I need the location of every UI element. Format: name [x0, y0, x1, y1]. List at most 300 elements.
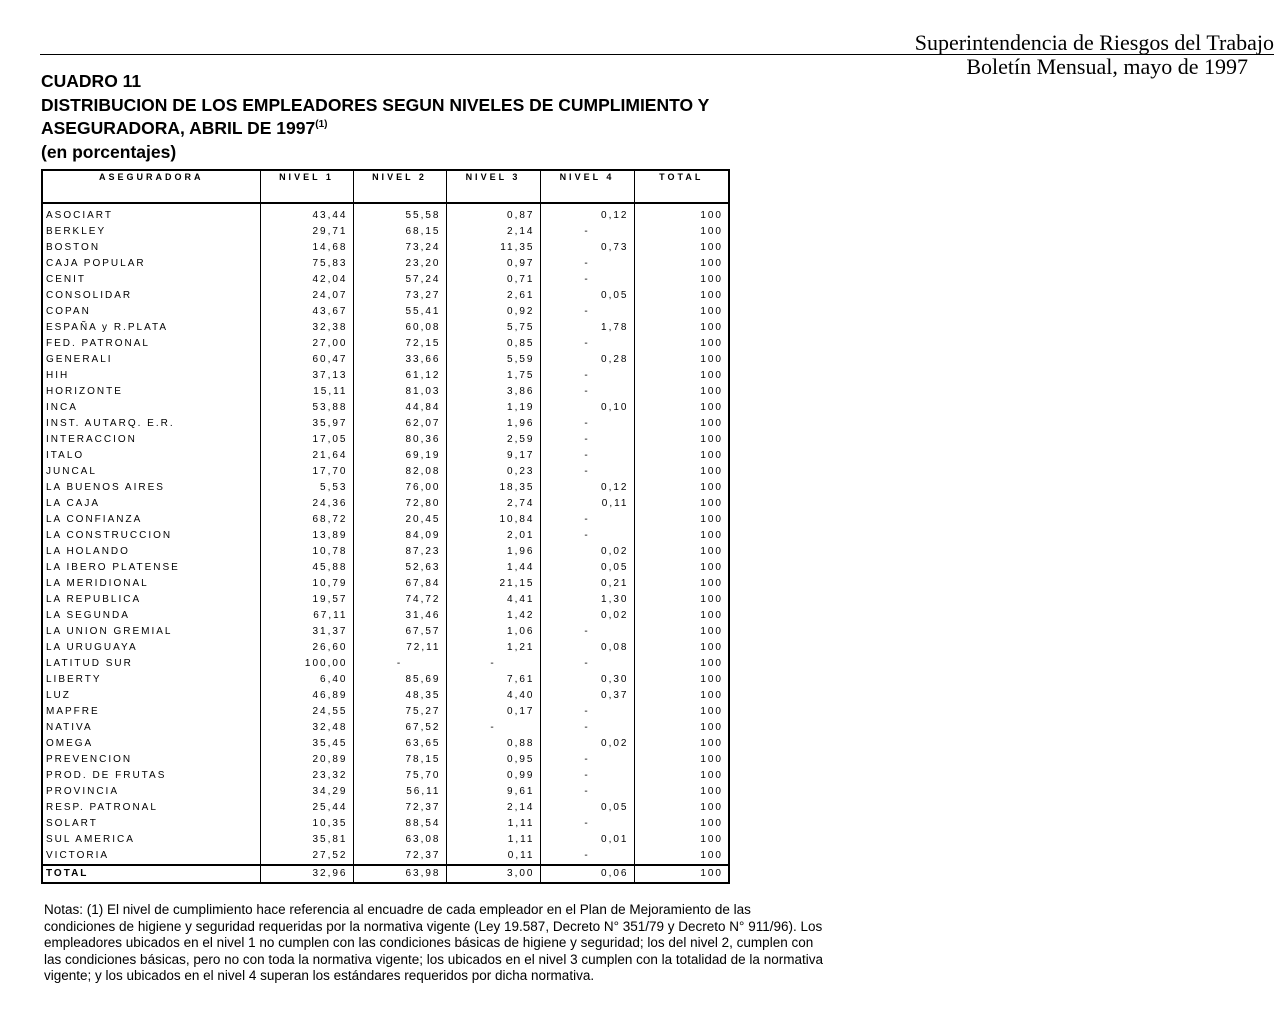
insurer-name-cell: CAJA POPULAR [42, 256, 260, 272]
insurer-name-cell: LIBERTY [42, 672, 260, 688]
table-row [42, 528, 729, 544]
value-cell: 100 [634, 832, 729, 848]
value-cell: 100 [634, 416, 729, 432]
value-cell: - [540, 768, 634, 784]
value-cell: 72,11 [353, 640, 446, 656]
value-cell: 9,17 [446, 448, 540, 464]
value-cell: 0,28 [540, 352, 634, 368]
value-cell: 100 [634, 224, 729, 240]
value-cell: 5,75 [446, 320, 540, 336]
value-cell: 100 [634, 256, 729, 272]
insurer-name-cell: HIH [42, 368, 260, 384]
value-cell: 63,98 [353, 865, 446, 883]
value-cell: 100 [634, 720, 729, 736]
value-cell: 0,05 [540, 800, 634, 816]
insurer-name-cell: LA CONSTRUCCION [42, 528, 260, 544]
value-cell: 100 [634, 752, 729, 768]
value-cell: 0,02 [540, 608, 634, 624]
value-cell: 14,68 [260, 240, 353, 256]
value-cell: 10,84 [446, 512, 540, 528]
table-row [42, 608, 729, 624]
value-cell: 0,21 [540, 576, 634, 592]
insurer-name-cell: LA CONFIANZA [42, 512, 260, 528]
value-cell: - [540, 448, 634, 464]
value-cell: 100 [634, 736, 729, 752]
value-cell: 76,00 [353, 480, 446, 496]
table-row [42, 544, 729, 560]
value-cell: 53,88 [260, 400, 353, 416]
value-cell: 55,41 [353, 304, 446, 320]
footnotes [44, 902, 1044, 985]
table-row [42, 400, 729, 416]
value-cell: 88,54 [353, 816, 446, 832]
value-cell: 0,92 [446, 304, 540, 320]
insurer-name-cell: FED. PATRONAL [42, 336, 260, 352]
value-cell: 100 [634, 352, 729, 368]
value-cell: 61,12 [353, 368, 446, 384]
value-cell: 32,38 [260, 320, 353, 336]
value-cell: 29,71 [260, 224, 353, 240]
insurer-name-cell: INST. AUTARQ. E.R. [42, 416, 260, 432]
value-cell: - [446, 656, 540, 672]
table-row [42, 512, 729, 528]
value-cell: 24,36 [260, 496, 353, 512]
insurer-name-cell: TOTAL [42, 865, 260, 883]
value-cell: - [540, 336, 634, 352]
value-cell: 69,19 [353, 448, 446, 464]
value-cell: 1,19 [446, 400, 540, 416]
insurer-name-cell: PREVENCION [42, 752, 260, 768]
insurer-name-cell: OMEGA [42, 736, 260, 752]
value-cell: 4,40 [446, 688, 540, 704]
table-row [42, 240, 729, 256]
insurer-name-cell: ASOCIART [42, 208, 260, 224]
value-cell: 100,00 [260, 656, 353, 672]
value-cell: 100 [634, 368, 729, 384]
value-cell: 100 [634, 592, 729, 608]
value-cell: 0,97 [446, 256, 540, 272]
value-cell: 3,00 [446, 865, 540, 883]
value-cell: - [540, 720, 634, 736]
value-cell: 43,67 [260, 304, 353, 320]
insurer-name-cell: BERKLEY [42, 224, 260, 240]
value-cell: 48,35 [353, 688, 446, 704]
insurer-name-cell: NATIVA [42, 720, 260, 736]
table-row [42, 304, 729, 320]
value-cell: 31,37 [260, 624, 353, 640]
value-cell: 0,23 [446, 464, 540, 480]
value-cell: 0,95 [446, 752, 540, 768]
value-cell: 35,81 [260, 832, 353, 848]
table-row [42, 336, 729, 352]
value-cell: 63,08 [353, 832, 446, 848]
value-cell: 0,02 [540, 544, 634, 560]
value-cell: 13,89 [260, 528, 353, 544]
value-cell: 100 [634, 208, 729, 224]
value-cell: - [540, 464, 634, 480]
value-cell: 100 [634, 865, 729, 883]
value-cell: 1,11 [446, 832, 540, 848]
value-cell: 63,65 [353, 736, 446, 752]
value-cell: 100 [634, 784, 729, 800]
value-cell: - [540, 432, 634, 448]
table-row [42, 480, 729, 496]
note-line: vigente; y los ubicados en el nivel 4 superan los estándares requeridos por dicha normativa. [44, 968, 595, 983]
value-cell: 100 [634, 464, 729, 480]
value-cell: 23,32 [260, 768, 353, 784]
value-cell: 20,45 [353, 512, 446, 528]
value-cell: 67,11 [260, 608, 353, 624]
table-row [42, 592, 729, 608]
value-cell: 37,13 [260, 368, 353, 384]
table-row [42, 560, 729, 576]
insurer-name-cell: LA REPUBLICA [42, 592, 260, 608]
value-cell: 100 [634, 496, 729, 512]
value-cell: 81,03 [353, 384, 446, 400]
value-cell: 78,15 [353, 752, 446, 768]
value-cell: 60,08 [353, 320, 446, 336]
value-cell: - [540, 304, 634, 320]
value-cell: 35,97 [260, 416, 353, 432]
value-cell: - [540, 656, 634, 672]
value-cell: 62,07 [353, 416, 446, 432]
value-cell: 56,11 [353, 784, 446, 800]
table-body [42, 203, 729, 883]
value-cell: 2,01 [446, 528, 540, 544]
value-cell: 27,52 [260, 848, 353, 865]
value-cell: 46,89 [260, 688, 353, 704]
table-row [42, 368, 729, 384]
value-cell: 100 [634, 480, 729, 496]
value-cell: - [540, 816, 634, 832]
insurer-name-cell: LA IBERO PLATENSE [42, 560, 260, 576]
value-cell: 33,66 [353, 352, 446, 368]
table-row [42, 704, 729, 720]
value-cell: 27,00 [260, 336, 353, 352]
value-cell: 100 [634, 624, 729, 640]
insurer-name-cell: LA UNION GREMIAL [42, 624, 260, 640]
data-table [41, 169, 730, 884]
table-row [42, 720, 729, 736]
value-cell: 100 [634, 448, 729, 464]
table-row [42, 576, 729, 592]
table-row [42, 288, 729, 304]
value-cell: 26,60 [260, 640, 353, 656]
table-title [41, 70, 709, 164]
value-cell: - [540, 848, 634, 865]
value-cell: 0,05 [540, 288, 634, 304]
value-cell: 100 [634, 576, 729, 592]
value-cell: 6,40 [260, 672, 353, 688]
value-cell: 1,75 [446, 368, 540, 384]
value-cell: 73,24 [353, 240, 446, 256]
insurer-name-cell: SUL AMERICA [42, 832, 260, 848]
insurer-name-cell: LA SEGUNDA [42, 608, 260, 624]
table-row [42, 752, 729, 768]
value-cell: 0,85 [446, 336, 540, 352]
value-cell: 80,36 [353, 432, 446, 448]
value-cell: 67,52 [353, 720, 446, 736]
title-line: DISTRIBUCION DE LOS EMPLEADORES SEGUN NIVELES DE CUMPLIMIENTO Y [41, 94, 710, 115]
insurer-name-cell: JUNCAL [42, 464, 260, 480]
value-cell: 100 [634, 768, 729, 784]
value-cell: 1,78 [540, 320, 634, 336]
insurer-name-cell: SOLART [42, 816, 260, 832]
insurer-name-cell: INCA [42, 400, 260, 416]
value-cell: - [540, 272, 634, 288]
total-row [42, 865, 729, 883]
value-cell: 0,87 [446, 208, 540, 224]
column-header: NIVEL 4 [540, 170, 634, 203]
table-row [42, 656, 729, 672]
value-cell: 85,69 [353, 672, 446, 688]
value-cell: 0,06 [540, 865, 634, 883]
value-cell: 72,80 [353, 496, 446, 512]
value-cell: 68,72 [260, 512, 353, 528]
value-cell: 100 [634, 240, 729, 256]
table-row [42, 688, 729, 704]
table-row [42, 272, 729, 288]
title-units: (en porcentajes) [41, 141, 177, 162]
value-cell: 84,09 [353, 528, 446, 544]
table-row [42, 672, 729, 688]
note-line: las condiciones básicas, pero no con toda la normativa vigente; los ubicados en el nivel 3 cumplen con la totalidad de la normativa [44, 951, 823, 967]
value-cell: 0,12 [540, 480, 634, 496]
value-cell: 0,05 [540, 560, 634, 576]
value-cell: 75,83 [260, 256, 353, 272]
value-cell: - [540, 224, 634, 240]
value-cell: 74,72 [353, 592, 446, 608]
value-cell: 25,44 [260, 800, 353, 816]
value-cell: 1,06 [446, 624, 540, 640]
value-cell: 100 [634, 656, 729, 672]
value-cell: - [353, 656, 446, 672]
value-cell: 82,08 [353, 464, 446, 480]
value-cell: 18,35 [446, 480, 540, 496]
value-cell: 100 [634, 272, 729, 288]
insurer-name-cell: GENERALI [42, 352, 260, 368]
value-cell: 10,79 [260, 576, 353, 592]
value-cell: 100 [634, 288, 729, 304]
insurer-name-cell: PROVINCIA [42, 784, 260, 800]
value-cell: 100 [634, 608, 729, 624]
value-cell: 72,37 [353, 848, 446, 865]
value-cell: 100 [634, 320, 729, 336]
value-cell: - [540, 256, 634, 272]
value-cell: 2,59 [446, 432, 540, 448]
column-header: TOTAL [634, 170, 729, 203]
value-cell: 100 [634, 512, 729, 528]
value-cell: 2,14 [446, 224, 540, 240]
value-cell: 2,74 [446, 496, 540, 512]
column-header: NIVEL 1 [260, 170, 353, 203]
value-cell: 15,11 [260, 384, 353, 400]
value-cell: 1,11 [446, 816, 540, 832]
value-cell: 100 [634, 384, 729, 400]
column-header: NIVEL 2 [353, 170, 446, 203]
note-line: Notas: (1) El nivel de cumplimiento hace referencia al encuadre de cada empleador en el Plan de Mejoramiento de las [44, 902, 751, 917]
value-cell: 10,78 [260, 544, 353, 560]
table-row [42, 496, 729, 512]
value-cell: 100 [634, 336, 729, 352]
value-cell: - [540, 784, 634, 800]
value-cell: 75,70 [353, 768, 446, 784]
value-cell: 100 [634, 304, 729, 320]
title-line [41, 117, 709, 141]
value-cell: 0,02 [540, 736, 634, 752]
value-cell: 20,89 [260, 752, 353, 768]
table-row [42, 352, 729, 368]
insurer-name-cell: MAPFRE [42, 704, 260, 720]
value-cell: - [540, 752, 634, 768]
insurer-name-cell: INTERACCION [42, 432, 260, 448]
value-cell: 45,88 [260, 560, 353, 576]
value-cell: 5,53 [260, 480, 353, 496]
value-cell: 87,23 [353, 544, 446, 560]
value-cell: 1,96 [446, 416, 540, 432]
table-row [42, 640, 729, 656]
insurer-name-cell: LA MERIDIONAL [42, 576, 260, 592]
value-cell: 100 [634, 560, 729, 576]
value-cell: 34,29 [260, 784, 353, 800]
table-row [42, 448, 729, 464]
value-cell: 24,07 [260, 288, 353, 304]
value-cell: 0,01 [540, 832, 634, 848]
table-row [42, 320, 729, 336]
value-cell: - [540, 368, 634, 384]
value-cell: 0,11 [446, 848, 540, 865]
insurer-name-cell: ESPAÑA y R.PLATA [42, 320, 260, 336]
organization-name: Superintendencia de Riesgos del Trabajo [914, 30, 1274, 55]
value-cell: 0,10 [540, 400, 634, 416]
value-cell: 72,15 [353, 336, 446, 352]
insurer-name-cell: LA CAJA [42, 496, 260, 512]
insurer-name-cell: ITALO [42, 448, 260, 464]
value-cell: 0,73 [540, 240, 634, 256]
table-row [42, 848, 729, 865]
insurer-name-cell: VICTORIA [42, 848, 260, 865]
value-cell: 23,20 [353, 256, 446, 272]
table-row [42, 784, 729, 800]
value-cell: 7,61 [446, 672, 540, 688]
value-cell: 0,17 [446, 704, 540, 720]
value-cell: - [540, 624, 634, 640]
value-cell: 2,14 [446, 800, 540, 816]
value-cell: 1,44 [446, 560, 540, 576]
value-cell: 100 [634, 400, 729, 416]
insurer-name-cell: CENIT [42, 272, 260, 288]
value-cell: 68,15 [353, 224, 446, 240]
value-cell: 4,41 [446, 592, 540, 608]
value-cell: 57,24 [353, 272, 446, 288]
value-cell: 42,04 [260, 272, 353, 288]
column-header: ASEGURADORA [42, 170, 260, 203]
note-line: condiciones de higiene y seguridad requeridas por la normativa vigente (Ley 19.587, Decreto N° 351/79 y Decreto N° 911/96). Los [44, 918, 823, 934]
table-row [42, 208, 729, 224]
value-cell: 100 [634, 640, 729, 656]
document-header [915, 31, 1274, 79]
table-row [42, 624, 729, 640]
value-cell: 52,63 [353, 560, 446, 576]
value-cell: - [540, 384, 634, 400]
value-cell: 60,47 [260, 352, 353, 368]
insurer-name-cell: RESP. PATRONAL [42, 800, 260, 816]
value-cell: 2,61 [446, 288, 540, 304]
insurer-name-cell: LA HOLANDO [42, 544, 260, 560]
value-cell: 0,37 [540, 688, 634, 704]
value-cell: 17,05 [260, 432, 353, 448]
bulletin-edition: Boletín Mensual, mayo de 1997 [966, 54, 1248, 79]
column-header: NIVEL 3 [446, 170, 540, 203]
header-rule [40, 54, 1274, 55]
value-cell: 0,71 [446, 272, 540, 288]
table-row [42, 384, 729, 400]
value-cell: 100 [634, 432, 729, 448]
value-cell: 43,44 [260, 208, 353, 224]
value-cell: 31,46 [353, 608, 446, 624]
value-cell: 0,88 [446, 736, 540, 752]
table-row [42, 256, 729, 272]
value-cell: 100 [634, 816, 729, 832]
value-cell: 21,15 [446, 576, 540, 592]
value-cell: 5,59 [446, 352, 540, 368]
insurer-name-cell: LUZ [42, 688, 260, 704]
value-cell: 0,30 [540, 672, 634, 688]
note-line: empleadores ubicados en el nivel 1 no cumplen con las condiciones básicas de higiene y seguridad; los del nivel 2, cumplen con [44, 935, 814, 950]
value-cell: 100 [634, 704, 729, 720]
value-cell: 32,48 [260, 720, 353, 736]
value-cell: - [446, 720, 540, 736]
table-row [42, 768, 729, 784]
value-cell: 100 [634, 544, 729, 560]
insurer-name-cell: CONSOLIDAR [42, 288, 260, 304]
value-cell: 100 [634, 672, 729, 688]
value-cell: 32,96 [260, 865, 353, 883]
table-row [42, 416, 729, 432]
table-row [42, 832, 729, 848]
value-cell: 1,30 [540, 592, 634, 608]
insurer-name-cell: PROD. DE FRUTAS [42, 768, 260, 784]
value-cell: 21,64 [260, 448, 353, 464]
value-cell: 0,12 [540, 208, 634, 224]
value-cell: 24,55 [260, 704, 353, 720]
value-cell: 0,08 [540, 640, 634, 656]
title-line-text: ASEGURADORA, ABRIL DE 1997 [41, 118, 316, 138]
value-cell: 67,84 [353, 576, 446, 592]
value-cell: - [540, 528, 634, 544]
table-header-row [42, 170, 729, 203]
value-cell: 73,27 [353, 288, 446, 304]
table-row [42, 224, 729, 240]
value-cell: 75,27 [353, 704, 446, 720]
insurer-name-cell: LA URUGUAYA [42, 640, 260, 656]
value-cell: 44,84 [353, 400, 446, 416]
value-cell: 100 [634, 800, 729, 816]
insurer-name-cell: COPAN [42, 304, 260, 320]
value-cell: 1,96 [446, 544, 540, 560]
value-cell: - [540, 416, 634, 432]
value-cell: - [540, 512, 634, 528]
insurer-name-cell: LATITUD SUR [42, 656, 260, 672]
value-cell: 9,61 [446, 784, 540, 800]
table-row [42, 464, 729, 480]
table-row [42, 800, 729, 816]
value-cell: 100 [634, 528, 729, 544]
table-row [42, 816, 729, 832]
value-cell: 67,57 [353, 624, 446, 640]
value-cell: 19,57 [260, 592, 353, 608]
table-row [42, 432, 729, 448]
